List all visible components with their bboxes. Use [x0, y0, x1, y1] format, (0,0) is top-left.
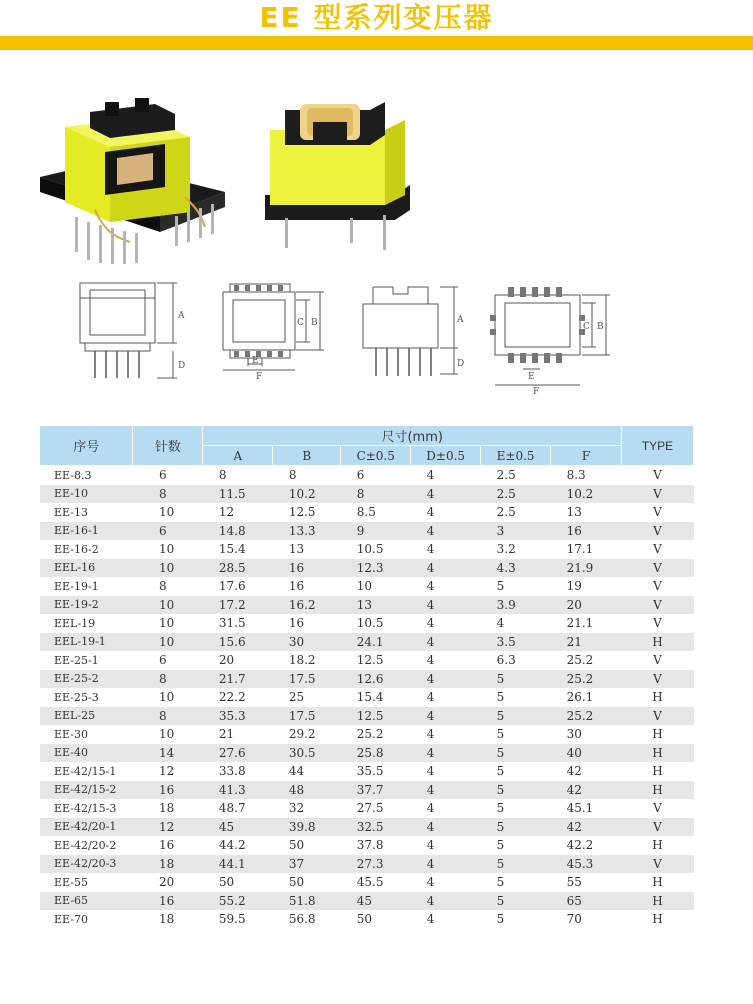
cell-d: 4	[411, 892, 481, 911]
cell-model: EE-25-2	[40, 670, 133, 689]
cell-model: EE-13	[54, 505, 88, 519]
cell-b: 16	[288, 616, 305, 631]
cell-f: 13	[566, 505, 582, 520]
dimension-label-a-2: A	[457, 315, 464, 325]
cell-e: 5	[496, 875, 505, 890]
cell-model: EE-55	[54, 875, 88, 889]
cell-pins: 16	[158, 838, 175, 853]
cell-b: 18.2	[288, 653, 316, 668]
cell-d: 4	[411, 596, 481, 615]
cell-pins: 10	[133, 559, 203, 578]
cell-type: V	[653, 468, 662, 483]
cell-pins: 6	[133, 522, 203, 541]
cell-pins: 12	[133, 818, 203, 837]
cell-d: 4	[411, 485, 481, 504]
dimension-label-e: E	[252, 356, 259, 366]
cell-b: 12.5	[288, 505, 316, 520]
table-header-row-1	[40, 426, 694, 446]
cell-a: 59.5	[218, 912, 246, 927]
cell-d: 4	[411, 744, 481, 763]
cell-model: EEL-19	[54, 616, 96, 630]
cell-f: 25.2	[551, 670, 622, 689]
cell-type: V	[653, 616, 662, 631]
table-row	[40, 707, 694, 726]
cell-a: 17.6	[218, 579, 246, 594]
cell-d: 4	[426, 875, 435, 890]
header-pins: 针数	[133, 426, 203, 466]
table-row	[40, 910, 694, 929]
cell-a: 44.1	[203, 855, 273, 874]
dimension-drawing-vertical-front	[75, 278, 185, 388]
table-row	[40, 614, 694, 633]
cell-d: 4	[411, 633, 481, 652]
cell-e: 5	[481, 744, 551, 763]
cell-e: 5	[481, 818, 551, 837]
table-row	[40, 855, 694, 874]
cell-f: 19	[566, 579, 582, 594]
cell-pins: 6	[158, 468, 167, 483]
cell-pins: 10	[158, 727, 175, 742]
table-row	[40, 836, 694, 855]
table-row	[40, 651, 694, 670]
cell-b: 51.8	[273, 892, 341, 911]
cell-c: 45	[341, 892, 411, 911]
cell-type: H	[652, 875, 663, 890]
cell-c: 12.6	[341, 670, 411, 689]
cell-e: 5	[496, 579, 505, 594]
cell-pins: 10	[158, 690, 175, 705]
table-row	[40, 744, 694, 763]
cell-f: 42	[551, 781, 622, 800]
cell-b: 32	[288, 801, 305, 816]
cell-e: 5	[481, 781, 551, 800]
cell-f: 25.2	[566, 653, 594, 668]
dimension-label-f: F	[256, 372, 263, 382]
cell-c: 50	[356, 912, 373, 927]
cell-b: 10.2	[273, 485, 341, 504]
cell-pins: 8	[158, 579, 167, 594]
cell-c: 35.5	[356, 764, 384, 779]
cell-pins: 12	[158, 764, 175, 779]
cell-b: 48	[273, 781, 341, 800]
cell-pins: 18	[133, 855, 203, 874]
cell-b: 56.8	[288, 912, 316, 927]
cell-e: 5	[496, 690, 505, 705]
title-band	[0, 36, 753, 50]
cell-b: 8	[288, 468, 297, 483]
cell-model: EE-65	[40, 892, 133, 911]
cell-e: 5	[481, 707, 551, 726]
cell-pins: 20	[158, 875, 175, 890]
cell-e: 4	[496, 616, 505, 631]
cell-a: 15.6	[203, 633, 273, 652]
header-col-a: A	[203, 446, 273, 466]
table-row	[40, 688, 694, 707]
cell-e: 3.2	[496, 542, 516, 557]
cell-d: 4	[411, 781, 481, 800]
cell-f: 55	[566, 875, 582, 890]
cell-b: 50	[288, 875, 305, 890]
cell-b: 13.3	[273, 522, 341, 541]
cell-pins: 10	[158, 616, 175, 631]
cell-e: 5	[481, 892, 551, 911]
cell-pins: 10	[158, 505, 175, 520]
cell-d: 4	[426, 764, 435, 779]
cell-model: EE-19-1	[54, 579, 99, 593]
cell-c: 15.4	[356, 690, 384, 705]
cell-d: 4	[426, 505, 435, 520]
header-dimensions: 尺寸(mm)	[203, 426, 622, 446]
cell-c: 25.2	[356, 727, 384, 742]
cell-pins: 16	[133, 781, 203, 800]
cell-model: EE-42/20-1	[40, 818, 133, 837]
cell-type: V	[622, 559, 694, 578]
cell-f: 20	[551, 596, 622, 615]
dimension-label-d-2: D	[457, 359, 465, 369]
cell-c: 37.7	[341, 781, 411, 800]
cell-pins: 18	[158, 912, 175, 927]
cell-model: EE-8.3	[54, 468, 92, 482]
cell-f: 21.9	[551, 559, 622, 578]
cell-b: 37	[273, 855, 341, 874]
cell-f: 21.1	[566, 616, 594, 631]
cell-c: 12.5	[341, 707, 411, 726]
header-col-c: C±0.5	[341, 446, 411, 466]
table-row	[40, 503, 694, 522]
cell-model: EE-40	[40, 744, 133, 763]
cell-pins: 14	[133, 744, 203, 763]
cell-c: 8	[341, 485, 411, 504]
table-row	[40, 559, 694, 578]
cell-c: 10.5	[356, 616, 384, 631]
cell-b: 29.2	[288, 727, 316, 742]
dimension-label-a: A	[178, 311, 185, 321]
cell-a: 22.2	[218, 690, 246, 705]
table-row	[40, 670, 694, 689]
cell-d: 4	[411, 818, 481, 837]
cell-c: 25.8	[341, 744, 411, 763]
cell-e: 5	[496, 801, 505, 816]
cell-d: 4	[426, 690, 435, 705]
cell-a: 35.3	[203, 707, 273, 726]
cell-a: 50	[218, 875, 235, 890]
cell-type: V	[653, 653, 662, 668]
cell-model: EE-42/20-2	[54, 838, 117, 852]
cell-b: 13	[288, 542, 305, 557]
cell-pins: 18	[158, 801, 175, 816]
table-row	[40, 873, 694, 892]
cell-f: 21	[551, 633, 622, 652]
cell-pins: 8	[133, 670, 203, 689]
table-row	[40, 799, 694, 818]
cell-model: EE-70	[54, 912, 88, 926]
transformer-photo-horizontal	[255, 100, 420, 260]
cell-e: 2.5	[496, 505, 516, 520]
cell-e: 5	[496, 727, 505, 742]
cell-c: 45.5	[356, 875, 384, 890]
cell-d: 4	[426, 579, 435, 594]
cell-b: 39.8	[273, 818, 341, 837]
table-body	[40, 466, 694, 929]
dimension-label-f-2: F	[533, 387, 540, 397]
cell-b: 44	[288, 764, 305, 779]
cell-model: EE-25-3	[54, 690, 99, 704]
cell-a: 12	[218, 505, 235, 520]
cell-d: 4	[426, 838, 435, 853]
cell-d: 4	[426, 727, 435, 742]
cell-type: V	[653, 542, 662, 557]
cell-b: 17.5	[273, 707, 341, 726]
cell-c: 6	[356, 468, 365, 483]
cell-b: 16.2	[273, 596, 341, 615]
cell-d: 4	[426, 616, 435, 631]
cell-c: 9	[341, 522, 411, 541]
cell-pins: 8	[133, 707, 203, 726]
table-row	[40, 818, 694, 837]
cell-pins: 16	[133, 892, 203, 911]
cell-e: 5	[481, 855, 551, 874]
cell-f: 16	[551, 522, 622, 541]
cell-a: 27.6	[203, 744, 273, 763]
cell-a: 14.8	[203, 522, 273, 541]
table-row	[40, 522, 694, 541]
cell-type: V	[622, 522, 694, 541]
cell-type: V	[622, 707, 694, 726]
cell-model: EEL-25	[40, 707, 133, 726]
cell-f: 25.2	[551, 707, 622, 726]
cell-d: 4	[426, 542, 435, 557]
cell-f: 45.1	[566, 801, 594, 816]
cell-a: 55.2	[203, 892, 273, 911]
cell-type: V	[622, 485, 694, 504]
cell-d: 4	[426, 912, 435, 927]
cell-type: V	[653, 579, 662, 594]
cell-f: 45.3	[551, 855, 622, 874]
cell-type: H	[652, 838, 663, 853]
cell-d: 4	[411, 707, 481, 726]
cell-f: 42	[551, 818, 622, 837]
cell-e: 5	[481, 670, 551, 689]
cell-c: 10	[356, 579, 373, 594]
table-row	[40, 725, 694, 744]
cell-type: H	[652, 764, 663, 779]
cell-c: 27.3	[341, 855, 411, 874]
table-row	[40, 892, 694, 911]
cell-e: 5	[496, 764, 505, 779]
table-row	[40, 781, 694, 800]
cell-f: 65	[551, 892, 622, 911]
cell-e: 3.9	[481, 596, 551, 615]
cell-type: V	[653, 801, 662, 816]
cell-type: H	[622, 744, 694, 763]
cell-a: 44.2	[218, 838, 246, 853]
cell-e: 5	[496, 838, 505, 853]
cell-a: 21	[218, 727, 235, 742]
cell-model: EE-16-1	[40, 522, 133, 541]
cell-d: 4	[411, 855, 481, 874]
cell-pins: 10	[158, 542, 175, 557]
cell-c: 12.5	[356, 653, 384, 668]
cell-b: 30.5	[273, 744, 341, 763]
cell-e: 5	[496, 912, 505, 927]
cell-c: 37.8	[356, 838, 384, 853]
cell-type: H	[622, 781, 694, 800]
cell-c: 24.1	[341, 633, 411, 652]
table-row	[40, 485, 694, 504]
table-row	[40, 762, 694, 781]
cell-d: 4	[411, 522, 481, 541]
spec-table	[40, 426, 694, 929]
transformer-photo-vertical	[35, 92, 235, 267]
cell-pins: 10	[133, 633, 203, 652]
cell-type: V	[622, 596, 694, 615]
cell-f: 30	[566, 727, 582, 742]
cell-type: V	[622, 855, 694, 874]
cell-f: 8.3	[566, 468, 586, 483]
dimension-drawing-horizontal-top	[490, 285, 615, 397]
cell-e: 4.3	[481, 559, 551, 578]
cell-d: 4	[411, 670, 481, 689]
table-row	[40, 577, 694, 596]
table-row	[40, 466, 694, 485]
cell-c: 13	[341, 596, 411, 615]
cell-a: 21.7	[203, 670, 273, 689]
cell-type: H	[652, 912, 663, 927]
cell-e: 6.3	[496, 653, 516, 668]
header-col-e: E±0.5	[481, 446, 551, 466]
cell-f: 70	[566, 912, 582, 927]
cell-model: EE-19-2	[40, 596, 133, 615]
cell-f: 42.2	[566, 838, 594, 853]
cell-b: 17.5	[273, 670, 341, 689]
header-col-d: D±0.5	[411, 446, 481, 466]
header-model: 序号	[40, 426, 133, 466]
cell-b: 25	[288, 690, 305, 705]
cell-a: 8	[218, 468, 227, 483]
cell-d: 4	[411, 559, 481, 578]
cell-type: H	[622, 633, 694, 652]
cell-c: 12.3	[341, 559, 411, 578]
table-row	[40, 633, 694, 652]
cell-e: 3.5	[481, 633, 551, 652]
cell-model: EE-30	[54, 727, 88, 741]
page-title: EE 型系列变压器	[259, 1, 494, 34]
cell-a: 20	[218, 653, 235, 668]
cell-b: 16	[288, 579, 305, 594]
cell-d: 4	[426, 653, 435, 668]
cell-f: 17.1	[566, 542, 594, 557]
cell-model: EEL-16	[40, 559, 133, 578]
cell-e: 2.5	[481, 485, 551, 504]
cell-c: 27.5	[356, 801, 384, 816]
cell-type: V	[653, 505, 662, 520]
cell-b: 50	[288, 838, 305, 853]
cell-a: 31.5	[218, 616, 246, 631]
dimension-label-c-2: C	[583, 322, 590, 332]
cell-model: EE-42/20-3	[40, 855, 133, 874]
dimension-drawing-vertical-top	[218, 280, 328, 390]
cell-pins: 6	[158, 653, 167, 668]
cell-a: 11.5	[203, 485, 273, 504]
cell-model: EE-10	[40, 485, 133, 504]
dimension-label-b: B	[311, 318, 318, 328]
cell-f: 42	[566, 764, 582, 779]
cell-f: 26.1	[566, 690, 594, 705]
cell-model: EE-16-2	[54, 542, 99, 556]
cell-a: 28.5	[203, 559, 273, 578]
header-col-b: B	[273, 446, 341, 466]
cell-model: EEL-19-1	[40, 633, 133, 652]
cell-type: H	[622, 892, 694, 911]
header-col-f: F	[551, 446, 622, 466]
dimension-label-c: C	[297, 318, 304, 328]
cell-model: EE-42/15-1	[54, 764, 117, 778]
cell-f: 10.2	[551, 485, 622, 504]
cell-c: 10.5	[356, 542, 384, 557]
cell-type: V	[622, 818, 694, 837]
cell-a: 41.3	[203, 781, 273, 800]
cell-d: 4	[426, 801, 435, 816]
cell-e: 2.5	[496, 468, 516, 483]
cell-type: H	[652, 690, 663, 705]
cell-d: 4	[426, 468, 435, 483]
cell-b: 16	[273, 559, 341, 578]
table-row	[40, 596, 694, 615]
dimension-label-e-2: E	[528, 372, 535, 382]
dimension-label-b-2: B	[597, 322, 604, 332]
cell-a: 15.4	[218, 542, 246, 557]
dimension-label-d: D	[178, 361, 185, 371]
cell-model: EE-42/15-3	[54, 801, 117, 815]
cell-pins: 8	[133, 485, 203, 504]
cell-model: EE-25-1	[54, 653, 99, 667]
cell-type: V	[622, 670, 694, 689]
cell-type: H	[652, 727, 663, 742]
cell-pins: 10	[133, 596, 203, 615]
cell-b: 30	[273, 633, 341, 652]
header-type: TYPE	[622, 426, 694, 466]
cell-model: EE-42/15-2	[40, 781, 133, 800]
cell-f: 40	[551, 744, 622, 763]
cell-e: 3	[481, 522, 551, 541]
cell-a: 45	[203, 818, 273, 837]
dimension-drawing-horizontal-front	[358, 282, 468, 382]
cell-a: 48.7	[218, 801, 246, 816]
table-row	[40, 540, 694, 559]
cell-a: 17.2	[203, 596, 273, 615]
cell-a: 33.8	[218, 764, 246, 779]
cell-c: 8.5	[356, 505, 376, 520]
cell-c: 32.5	[341, 818, 411, 837]
